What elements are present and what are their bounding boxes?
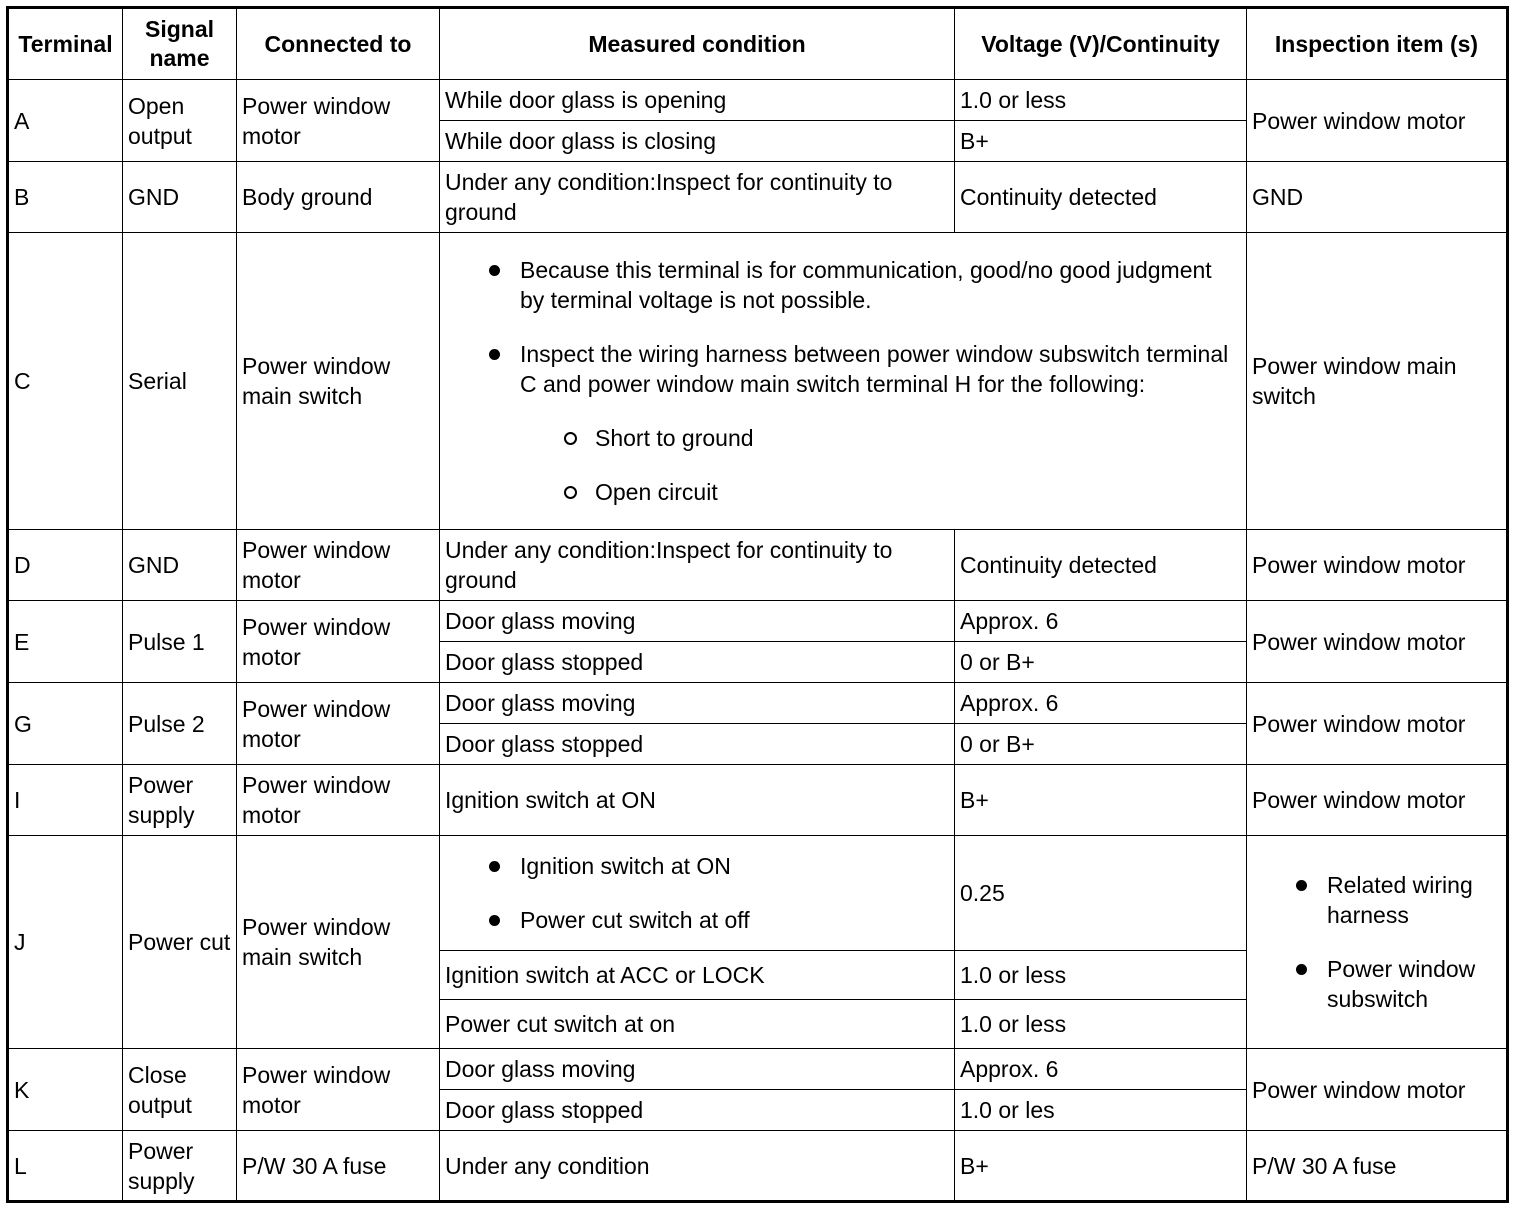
note-list <box>445 255 1241 507</box>
note-item-text: Inspect the wiring harness between power window subswitch terminal C and power window main switch terminal H for the following: <box>520 341 1229 397</box>
inspection-cell: Power window motor <box>1247 601 1508 683</box>
condition-cell: Door glass moving <box>440 1049 955 1090</box>
condition-cell: Under any condition:Inspect for continuity to ground <box>440 530 955 601</box>
header-measured-condition: Measured condition <box>440 8 955 80</box>
value-cell: Approx. 6 <box>955 683 1247 724</box>
value-cell: Approx. 6 <box>955 1049 1247 1090</box>
connected-to-cell: Power window motor <box>237 765 440 836</box>
inspection-cell: Power window motor <box>1247 683 1508 765</box>
condition-item: Ignition switch at ON <box>487 851 949 881</box>
inspection-cell: P/W 30 A fuse <box>1247 1131 1508 1202</box>
table-row <box>8 530 1508 601</box>
condition-cell: Door glass stopped <box>440 642 955 683</box>
header-voltage-continuity: Voltage (V)/Continuity <box>955 8 1247 80</box>
connected-to-cell: Power window motor <box>237 80 440 162</box>
terminal-cell: A <box>8 80 123 162</box>
inspection-cell: Power window motor <box>1247 1049 1508 1131</box>
value-cell: 1.0 or les <box>955 1090 1247 1131</box>
table-row <box>8 1049 1508 1090</box>
header-connected-to: Connected to <box>237 8 440 80</box>
signal-name-cell: Close output <box>123 1049 237 1131</box>
connected-to-cell: Power window main switch <box>237 233 440 530</box>
sub-note-list <box>520 423 1241 507</box>
table-row <box>8 233 1508 530</box>
connected-to-cell: Body ground <box>237 162 440 233</box>
terminal-cell: I <box>8 765 123 836</box>
terminal-cell: K <box>8 1049 123 1131</box>
signal-name-cell: GND <box>123 530 237 601</box>
signal-name-cell: Power supply <box>123 765 237 836</box>
condition-cell: Under any condition <box>440 1131 955 1202</box>
sub-note-item: Short to ground <box>562 423 1241 453</box>
value-cell: B+ <box>955 121 1247 162</box>
condition-cell: While door glass is opening <box>440 80 955 121</box>
header-terminal: Terminal <box>8 8 123 80</box>
inspection-list <box>1252 870 1501 1014</box>
connected-to-cell: Power window main switch <box>237 836 440 1049</box>
condition-cell: While door glass is closing <box>440 121 955 162</box>
inspection-cell: Power window motor <box>1247 80 1508 162</box>
value-cell: Approx. 6 <box>955 601 1247 642</box>
inspection-item: Related wiring harness <box>1294 870 1501 930</box>
value-cell: B+ <box>955 1131 1247 1202</box>
connected-to-cell: Power window motor <box>237 530 440 601</box>
terminal-inspection-table <box>6 6 1509 1203</box>
signal-name-cell: Power supply <box>123 1131 237 1202</box>
inspection-cell: Power window main switch <box>1247 233 1508 530</box>
condition-cell: Power cut switch at on <box>440 1000 955 1049</box>
inspection-cell: Power window motor <box>1247 530 1508 601</box>
terminal-cell: C <box>8 233 123 530</box>
condition-note-cell <box>440 233 1247 530</box>
page <box>6 6 1509 1203</box>
table-row <box>8 80 1508 121</box>
connected-to-cell: Power window motor <box>237 683 440 765</box>
terminal-cell: G <box>8 683 123 765</box>
table-row <box>8 683 1508 724</box>
condition-item: Power cut switch at off <box>487 905 949 935</box>
terminal-cell: D <box>8 530 123 601</box>
condition-cell: Door glass moving <box>440 601 955 642</box>
condition-cell: Under any condition:Inspect for continuity to ground <box>440 162 955 233</box>
condition-cell: Door glass stopped <box>440 1090 955 1131</box>
signal-name-cell: Power cut <box>123 836 237 1049</box>
inspection-cell: GND <box>1247 162 1508 233</box>
table-row <box>8 836 1508 951</box>
condition-cell: Ignition switch at ACC or LOCK <box>440 951 955 1000</box>
terminal-cell: B <box>8 162 123 233</box>
header-inspection-items: Inspection item (s) <box>1247 8 1508 80</box>
inspection-cell <box>1247 836 1508 1049</box>
table-row <box>8 1131 1508 1202</box>
inspection-cell: Power window motor <box>1247 765 1508 836</box>
condition-cell <box>440 836 955 951</box>
terminal-cell: J <box>8 836 123 1049</box>
condition-cell: Ignition switch at ON <box>440 765 955 836</box>
value-cell: 0.25 <box>955 836 1247 951</box>
signal-name-cell: Open output <box>123 80 237 162</box>
note-item: Because this terminal is for communication, good/no good judgment by terminal voltage is not possible. <box>487 255 1241 315</box>
value-cell: 1.0 or less <box>955 80 1247 121</box>
table-row <box>8 601 1508 642</box>
value-cell: Continuity detected <box>955 162 1247 233</box>
signal-name-cell: Pulse 2 <box>123 683 237 765</box>
value-cell: Continuity detected <box>955 530 1247 601</box>
connected-to-cell: Power window motor <box>237 1049 440 1131</box>
sub-note-item: Open circuit <box>562 477 1241 507</box>
signal-name-cell: GND <box>123 162 237 233</box>
signal-name-cell: Serial <box>123 233 237 530</box>
connected-to-cell: P/W 30 A fuse <box>237 1131 440 1202</box>
connected-to-cell: Power window motor <box>237 601 440 683</box>
inspection-item: Power window subswitch <box>1294 954 1501 1014</box>
condition-list <box>445 851 949 935</box>
condition-cell: Door glass moving <box>440 683 955 724</box>
signal-name-cell: Pulse 1 <box>123 601 237 683</box>
value-cell: 0 or B+ <box>955 724 1247 765</box>
note-item <box>487 339 1241 507</box>
value-cell: 1.0 or less <box>955 951 1247 1000</box>
table-row <box>8 765 1508 836</box>
value-cell: 0 or B+ <box>955 642 1247 683</box>
terminal-cell: L <box>8 1131 123 1202</box>
table-row <box>8 162 1508 233</box>
terminal-cell: E <box>8 601 123 683</box>
value-cell: 1.0 or less <box>955 1000 1247 1049</box>
value-cell: B+ <box>955 765 1247 836</box>
header-signal-name: Signal name <box>123 8 237 80</box>
condition-cell: Door glass stopped <box>440 724 955 765</box>
table-header-row <box>8 8 1508 80</box>
